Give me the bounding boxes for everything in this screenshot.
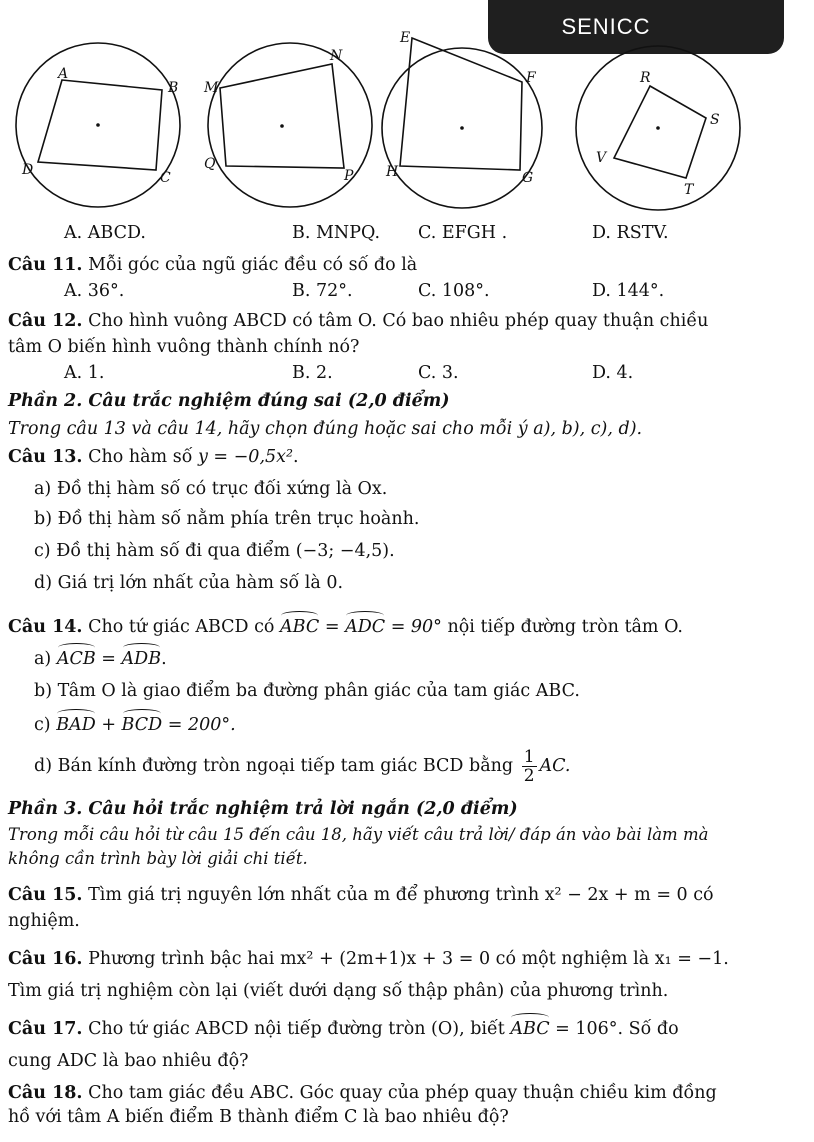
q15-question: Câu 15. Tìm giá trị nguyên lớn nhất của m để phương trình x² − 2x + m = 0 có <box>8 885 714 905</box>
fig4-label-v: V <box>596 150 607 166</box>
fig2-label-n: N <box>330 48 343 64</box>
fig2-label-p: P <box>344 168 354 184</box>
q14-item-a: a) ACB = ADB. <box>34 649 167 669</box>
fig1-label-c: C <box>160 170 171 186</box>
brand-badge: SENICC <box>488 0 784 54</box>
q11-option-b: B. 72°. <box>292 281 353 301</box>
q15-question-cont: nghiệm. <box>8 911 80 931</box>
q10-option-a: A. ABCD. <box>64 223 146 243</box>
fig3-label-g: G <box>522 170 534 186</box>
q14-item-c: c) BAD + BCD = 200°. <box>34 715 236 735</box>
fig1-label-a: A <box>58 66 69 82</box>
part3-instruction-cont: không cần trình bày lời giải chi tiết. <box>8 849 308 868</box>
q10-option-b: B. MNPQ. <box>292 223 381 243</box>
q11-option-d: D. 144°. <box>592 281 665 301</box>
q10-option-d: D. RSTV. <box>592 223 669 243</box>
q13-item-c: c) Đồ thị hàm số đi qua điểm (−3; −4,5). <box>34 541 395 561</box>
q17-question: Câu 17. Cho tứ giác ABCD nội tiếp đường tròn (O), biết ABC = 106°. Số đo <box>8 1019 679 1039</box>
q18-question-cont: hồ với tâm A biến điểm B thành điểm C là bao nhiêu độ? <box>8 1107 509 1127</box>
q17-question-cont: cung ADC là bao nhiêu độ? <box>8 1051 249 1071</box>
q14-item-b: b) Tâm O là giao điểm ba đường phân giác của tam giác ABC. <box>34 681 580 701</box>
part3-instruction: Trong mỗi câu hỏi từ câu 15 đến câu 18, hãy viết câu trả lời/ đáp án vào bài làm mà <box>8 825 709 844</box>
figures <box>0 30 814 230</box>
q12-question-cont: tâm O biến hình vuông thành chính nó? <box>8 337 360 357</box>
q11-option-c: C. 108°. <box>418 281 490 301</box>
fig4-label-s: S <box>710 112 720 128</box>
q11-option-a: A. 36°. <box>64 281 125 301</box>
q13-item-a: a) Đồ thị hàm số có trục đối xứng là Ox. <box>34 479 388 499</box>
fig3-label-h: H <box>386 164 399 180</box>
fig2-quad <box>220 64 344 168</box>
fig1-label-d: D <box>22 162 34 178</box>
part3-title: Phần 3. Câu hỏi trắc nghiệm trả lời ngắn (2,0 điểm) <box>8 799 518 819</box>
fig3-label-e: E <box>400 30 411 46</box>
fraction-one-half: $\frac{1}{2}$ <box>523 747 535 786</box>
q11-question: Câu 11. Mỗi góc của ngũ giác đều có số đo là <box>8 255 418 275</box>
q12-option-a: A. 1. <box>64 363 105 383</box>
fig3-quad <box>400 38 522 170</box>
q14-item-d: d) Bán kính đường tròn ngoại tiếp tam giác BCD bằng $\frac{1}{2}$ AC. <box>34 747 571 786</box>
q12-option-d: D. 4. <box>592 363 634 383</box>
q13-item-d: d) Giá trị lớn nhất của hàm số là 0. <box>34 573 344 593</box>
fig2-label-m: M <box>204 80 219 96</box>
fig1-quad <box>38 80 162 170</box>
part2-instruction: Trong câu 13 và câu 14, hãy chọn đúng hoặc sai cho mỗi ý a), b), c), d). <box>8 419 643 439</box>
q18-question: Câu 18. Cho tam giác đều ABC. Góc quay của phép quay thuận chiều kim đồng <box>8 1083 717 1103</box>
q12-option-b: B. 2. <box>292 363 333 383</box>
fig1-label-b: B <box>168 80 179 96</box>
q13-item-b: b) Đồ thị hàm số nằm phía trên trục hoành. <box>34 509 420 529</box>
q12-question: Câu 12. Cho hình vuông ABCD có tâm O. Có bao nhiêu phép quay thuận chiều <box>8 311 709 331</box>
fig4-label-r: R <box>640 70 651 86</box>
fig3-label-f: F <box>526 70 536 86</box>
fig4-quad <box>614 86 706 178</box>
q10-option-c: C. EFGH . <box>418 223 508 243</box>
fig4-label-t: T <box>684 182 694 198</box>
fig2-label-q: Q <box>204 156 216 172</box>
q13-question: Câu 13. Cho hàm số y = −0,5x². <box>8 447 299 467</box>
q14-question: Câu 14. Cho tứ giác ABCD có ABC = ADC = 90° nội tiếp đường tròn tâm O. <box>8 617 683 637</box>
q12-option-c: C. 3. <box>418 363 459 383</box>
q16-question-cont: Tìm giá trị nghiệm còn lại (viết dưới dạng số thập phân) của phương trình. <box>8 981 669 1001</box>
q16-question: Câu 16. Phương trình bậc hai mx² + (2m+1)x + 3 = 0 có một nghiệm là x₁ = −1. <box>8 949 729 969</box>
part2-title: Phần 2. Câu trắc nghiệm đúng sai (2,0 điểm) <box>8 391 450 411</box>
